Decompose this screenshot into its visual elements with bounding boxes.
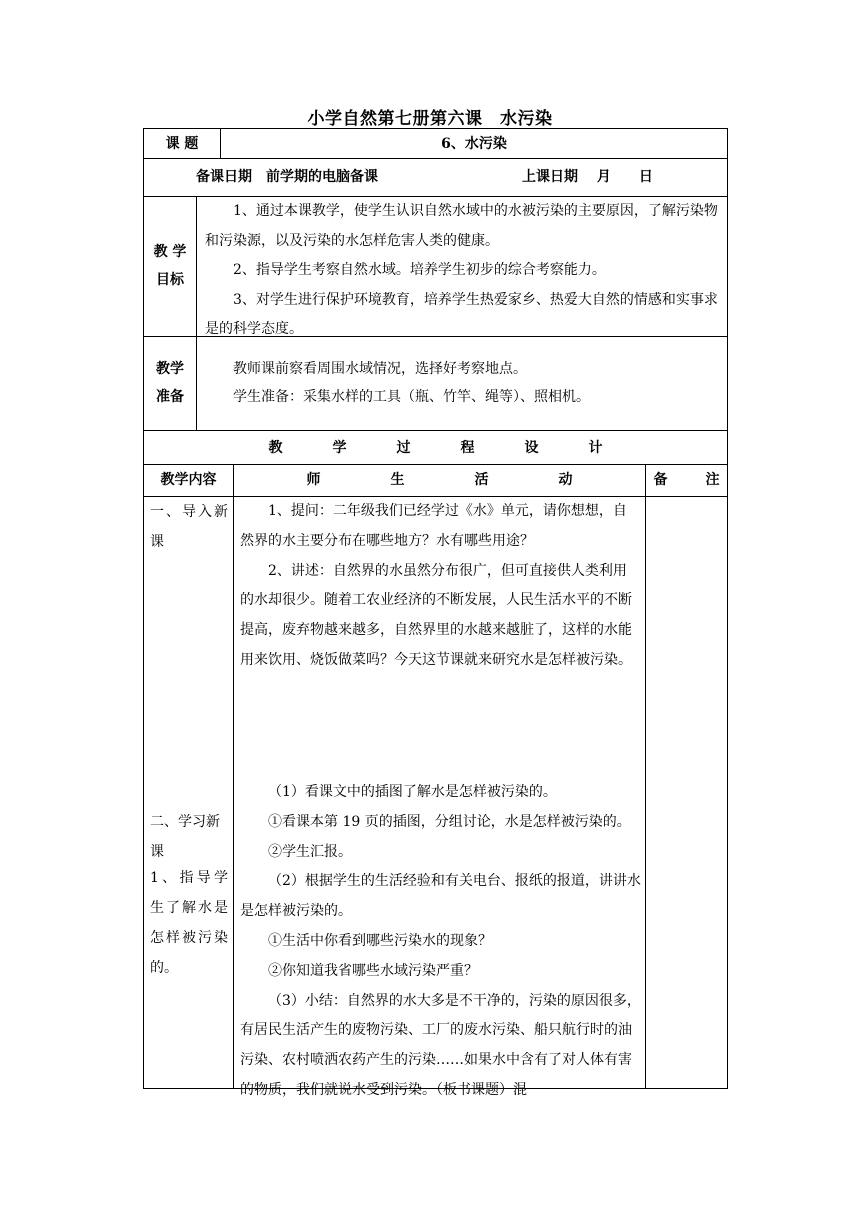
col-header-notes-char: 注 xyxy=(705,472,720,488)
process-heading-char: 过 xyxy=(396,440,411,456)
activity-paragraph: 2、讲述：自然界的水虽然分布很广，但可直接供人类利用的水却很少。随着工农业经济的不断发展，人民生活水平的不断提高，废弃物越来越多，自然界里的水越来越脏了，这样的水能用来饮用、烧饭做菜吗？今天这节课就来研究水是怎样被污染。 xyxy=(240,562,632,668)
new-lesson-sublabel: 1、指导学生了解水是怎样被污染的。 xyxy=(150,870,228,976)
intro-activity xyxy=(240,497,640,676)
col-header-activity-char: 动 xyxy=(558,472,573,488)
intro-section-label: 一、导入新课 xyxy=(150,504,228,550)
page-title: 小学自然第七册第六课 水污染 xyxy=(307,109,553,129)
activity-paragraph: （2）根据学生的生活经验和有关电台、报纸的报道，讲讲水是怎样被污染的。 xyxy=(240,873,641,920)
process-heading-char: 教 xyxy=(268,440,283,456)
objectives-label-line2: 目标 xyxy=(156,272,184,288)
preparation-item: 学生准备：采集水样的工具（瓶、竹竿、绳等）、照相机。 xyxy=(233,389,590,405)
col-header-activity-char: 生 xyxy=(390,472,405,488)
objective-item: 1、通过本课教学，使学生认识自然水域中的水被污染的主要原因，了解污染物和污染源，以及污染的水怎样危害人类的健康。 xyxy=(205,203,718,249)
col-header-notes xyxy=(646,466,727,494)
topic-value: 6、水污染 xyxy=(441,136,507,152)
preparation-text xyxy=(205,355,721,411)
activity-paragraph: （3）小结：自然界的水大多是不干净的，污染的原因很多，有居民生活产生的废物污染、工厂的废水污染、船只航行时的油污染、农村喷洒农药产生的污染……如果水中含有了对人体有害的物质，我们就说水受到污染。（板书课题）混 xyxy=(240,992,641,1098)
activity-paragraph: 1、提问：二年级我们已经学过《水》单元，请你想想，自然界的水主要分布在哪些地方？水有哪些用途？ xyxy=(240,503,627,549)
col-header-activity xyxy=(234,466,645,494)
class-date: 上课日期 月 日 xyxy=(522,169,653,185)
process-heading-char: 程 xyxy=(460,440,475,456)
objective-item: 2、指导学生考察自然水域。培养学生初步的综合考察能力。 xyxy=(233,262,606,278)
new-lesson-activity xyxy=(240,778,642,1106)
process-heading-char: 学 xyxy=(332,440,347,456)
col-header-activity-char: 师 xyxy=(306,472,321,488)
activity-paragraph: （1）看课文中的插图了解水是怎样被污染的。 xyxy=(268,784,557,800)
preparation-label-line2: 准备 xyxy=(156,389,184,405)
process-heading xyxy=(144,434,727,462)
objective-item: 3、对学生进行保护环境教育，培养学生热爱家乡、热爱大自然的情感和实事求是的科学态度。 xyxy=(205,291,718,337)
prep-date: 备课日期 前学期的电脑备课 xyxy=(196,169,378,185)
objectives-label-line1: 教 学 xyxy=(153,244,187,260)
activity-paragraph: ②你知道我省哪些水域污染严重？ xyxy=(268,962,478,979)
preparation-label xyxy=(144,355,196,411)
process-heading-char: 计 xyxy=(588,440,603,456)
new-lesson-label: 二、学习新课 xyxy=(150,814,220,860)
objectives-label xyxy=(144,238,196,294)
col-header-activity-char: 活 xyxy=(474,472,489,488)
activity-paragraph: ②学生汇报。 xyxy=(268,843,352,860)
process-heading-char: 设 xyxy=(524,440,539,456)
activity-paragraph: ①看课本第 19 页的插图，分组讨论，水是怎样被污染的。 xyxy=(268,813,631,830)
topic-label: 课 题 xyxy=(165,136,199,152)
objectives-text xyxy=(205,197,721,345)
activity-paragraph: ①生活中你看到哪些污染水的现象？ xyxy=(268,932,492,949)
preparation-label-line1: 教学 xyxy=(156,361,184,377)
col-header-content: 教学内容 xyxy=(160,472,217,488)
col-header-notes-char: 备 xyxy=(653,472,668,488)
preparation-item: 教师课前察看周围水域情况，选择好考察地点。 xyxy=(233,361,527,377)
